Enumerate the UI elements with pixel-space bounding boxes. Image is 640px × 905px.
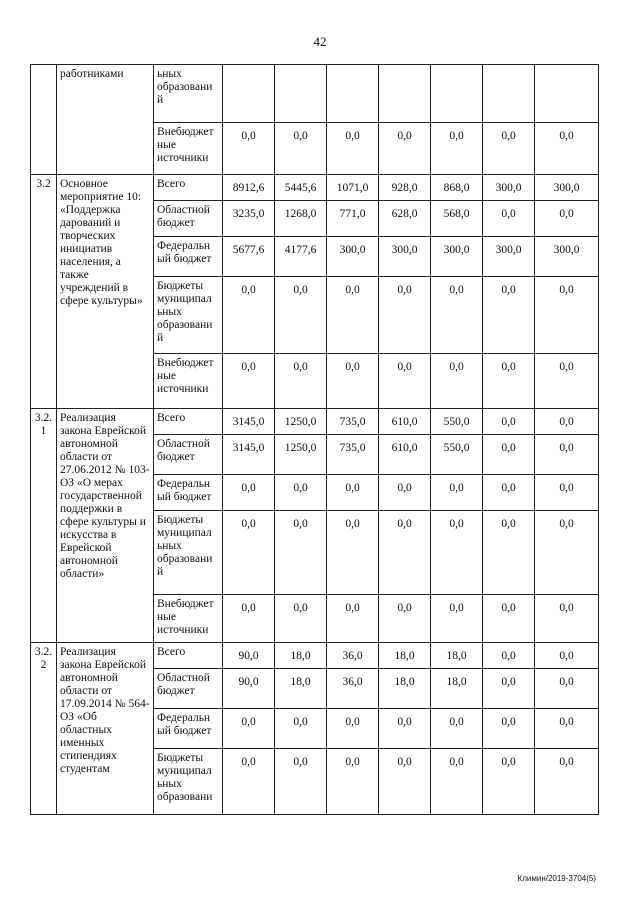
funding-value: 0,0 <box>431 511 483 595</box>
funding-value: 0,0 <box>483 643 535 669</box>
funding-value: 0,0 <box>431 123 483 175</box>
funding-value: 0,0 <box>483 277 535 354</box>
funding-value: 0,0 <box>535 277 599 354</box>
funding-source: Бюджеты муниципал ьных образовани й <box>154 511 223 595</box>
funding-source: Федеральн ый бюджет <box>154 237 223 277</box>
funding-value: 300,0 <box>483 237 535 277</box>
funding-value: 3145,0 <box>223 435 275 475</box>
funding-value: 0,0 <box>327 277 379 354</box>
funding-value: 0,0 <box>327 475 379 511</box>
funding-value: 0,0 <box>483 201 535 237</box>
funding-value: 735,0 <box>327 435 379 475</box>
funding-value <box>327 65 379 123</box>
page-number: 42 <box>313 34 327 49</box>
funding-value: 300,0 <box>431 237 483 277</box>
funding-source: Областной бюджет <box>154 435 223 475</box>
funding-value: 0,0 <box>535 435 599 475</box>
funding-value: 0,0 <box>379 354 431 409</box>
funding-value: 300,0 <box>483 175 535 201</box>
funding-value: 1268,0 <box>275 201 327 237</box>
funding-value: 868,0 <box>431 175 483 201</box>
funding-value: 0,0 <box>483 409 535 435</box>
funding-value: 0,0 <box>379 277 431 354</box>
item-name: Основное мероприятие 10: «Поддержка дарований и творческих инициатив населения, а также учреждений в сфере культуры» <box>57 175 154 409</box>
funding-value: 300,0 <box>379 237 431 277</box>
funding-value <box>431 65 483 123</box>
funding-value: 0,0 <box>535 749 599 815</box>
funding-value: 0,0 <box>327 123 379 175</box>
funding-value: 0,0 <box>483 749 535 815</box>
funding-value: 0,0 <box>535 669 599 709</box>
funding-value: 0,0 <box>275 749 327 815</box>
funding-value: 0,0 <box>275 277 327 354</box>
funding-value: 5677,6 <box>223 237 275 277</box>
table-row <box>31 643 599 669</box>
funding-source: Внебюджет ные источники <box>154 123 223 175</box>
funding-value: 1071,0 <box>327 175 379 201</box>
funding-value: 0,0 <box>535 709 599 749</box>
table-row <box>31 65 599 123</box>
funding-value: 0,0 <box>327 354 379 409</box>
funding-value: 90,0 <box>223 669 275 709</box>
funding-value: 0,0 <box>535 511 599 595</box>
funding-value: 0,0 <box>275 595 327 643</box>
funding-value: 628,0 <box>379 201 431 237</box>
funding-source: ьных образовани й <box>154 65 223 123</box>
funding-value: 0,0 <box>379 749 431 815</box>
funding-value <box>379 65 431 123</box>
funding-source: Внебюджет ные источники <box>154 354 223 409</box>
funding-source: Федеральн ый бюджет <box>154 709 223 749</box>
funding-value: 300,0 <box>535 237 599 277</box>
funding-value: 90,0 <box>223 643 275 669</box>
funding-value: 0,0 <box>535 354 599 409</box>
funding-value: 0,0 <box>275 709 327 749</box>
funding-value: 18,0 <box>431 669 483 709</box>
funding-value: 300,0 <box>327 237 379 277</box>
funding-value: 36,0 <box>327 669 379 709</box>
funding-value: 0,0 <box>431 354 483 409</box>
document-code: Климин/2019-3704(5) <box>517 874 596 883</box>
funding-value: 735,0 <box>327 409 379 435</box>
item-name: Реализация закона Еврейской автономной области от 17.09.2014 № 564-ОЗ «Об областных именных стипендиях студентам <box>57 643 154 815</box>
funding-value: 550,0 <box>431 435 483 475</box>
funding-value <box>535 65 599 123</box>
funding-value: 18,0 <box>431 643 483 669</box>
funding-value: 0,0 <box>535 595 599 643</box>
funding-value <box>275 65 327 123</box>
funding-value: 928,0 <box>379 175 431 201</box>
funding-value: 0,0 <box>431 475 483 511</box>
funding-source: Всего <box>154 175 223 201</box>
funding-value: 0,0 <box>379 511 431 595</box>
funding-value: 0,0 <box>327 749 379 815</box>
funding-value: 0,0 <box>275 475 327 511</box>
funding-value: 1250,0 <box>275 409 327 435</box>
funding-value: 771,0 <box>327 201 379 237</box>
funding-value: 0,0 <box>275 511 327 595</box>
funding-value: 36,0 <box>327 643 379 669</box>
funding-source: Бюджеты муниципал ьных образовани й <box>154 277 223 354</box>
funding-value: 0,0 <box>223 749 275 815</box>
funding-value: 0,0 <box>275 123 327 175</box>
funding-value: 610,0 <box>379 435 431 475</box>
funding-value: 550,0 <box>431 409 483 435</box>
funding-value <box>483 65 535 123</box>
funding-value: 0,0 <box>431 595 483 643</box>
funding-value: 3145,0 <box>223 409 275 435</box>
table-row <box>31 175 599 201</box>
funding-value: 0,0 <box>483 595 535 643</box>
item-number <box>31 65 57 175</box>
funding-source: Всего <box>154 409 223 435</box>
funding-value: 0,0 <box>275 354 327 409</box>
funding-value: 0,0 <box>483 435 535 475</box>
funding-value: 0,0 <box>379 123 431 175</box>
funding-value: 0,0 <box>379 709 431 749</box>
funding-source: Внебюджет ные источники <box>154 595 223 643</box>
funding-value: 18,0 <box>275 669 327 709</box>
funding-value: 0,0 <box>483 511 535 595</box>
funding-value: 0,0 <box>535 201 599 237</box>
item-number: 3.2. 2 <box>31 643 57 815</box>
funding-value: 0,0 <box>223 709 275 749</box>
funding-value: 3235,0 <box>223 201 275 237</box>
funding-value: 0,0 <box>327 511 379 595</box>
funding-value: 0,0 <box>327 595 379 643</box>
funding-value: 0,0 <box>379 475 431 511</box>
funding-value: 8912,6 <box>223 175 275 201</box>
funding-value: 0,0 <box>379 595 431 643</box>
item-number: 3.2. 1 <box>31 409 57 643</box>
funding-table <box>30 64 599 815</box>
funding-source: Областной бюджет <box>154 201 223 237</box>
funding-value: 0,0 <box>223 595 275 643</box>
funding-value: 0,0 <box>483 709 535 749</box>
item-number: 3.2 <box>31 175 57 409</box>
funding-source: Бюджеты муниципал ьных образовани <box>154 749 223 815</box>
funding-value: 0,0 <box>431 749 483 815</box>
funding-value: 18,0 <box>275 643 327 669</box>
funding-value: 0,0 <box>483 475 535 511</box>
item-name: работниками <box>57 65 154 175</box>
funding-source: Областной бюджет <box>154 669 223 709</box>
funding-value: 300,0 <box>535 175 599 201</box>
funding-value: 568,0 <box>431 201 483 237</box>
funding-value: 0,0 <box>431 709 483 749</box>
funding-value: 0,0 <box>483 354 535 409</box>
funding-value: 0,0 <box>535 123 599 175</box>
funding-value: 0,0 <box>327 709 379 749</box>
funding-value: 0,0 <box>431 277 483 354</box>
funding-value: 18,0 <box>379 669 431 709</box>
funding-value: 0,0 <box>535 409 599 435</box>
funding-value: 0,0 <box>223 475 275 511</box>
funding-value: 0,0 <box>223 511 275 595</box>
item-name: Реализация закона Еврейской автономной области от 27.06.2012 № 103-ОЗ «О мерах государственной поддержки в сфере культуры и искусства в Еврейской автономной области» <box>57 409 154 643</box>
funding-value: 0,0 <box>535 643 599 669</box>
table-row <box>31 409 599 435</box>
funding-value: 1250,0 <box>275 435 327 475</box>
funding-source: Федеральн ый бюджет <box>154 475 223 511</box>
funding-value: 0,0 <box>483 669 535 709</box>
funding-value: 0,0 <box>223 354 275 409</box>
funding-value: 5445,6 <box>275 175 327 201</box>
funding-value <box>223 65 275 123</box>
funding-value: 18,0 <box>379 643 431 669</box>
funding-value: 0,0 <box>483 123 535 175</box>
funding-source: Всего <box>154 643 223 669</box>
funding-value: 0,0 <box>223 277 275 354</box>
funding-value: 0,0 <box>223 123 275 175</box>
funding-value: 0,0 <box>535 475 599 511</box>
funding-value: 610,0 <box>379 409 431 435</box>
funding-value: 4177,6 <box>275 237 327 277</box>
